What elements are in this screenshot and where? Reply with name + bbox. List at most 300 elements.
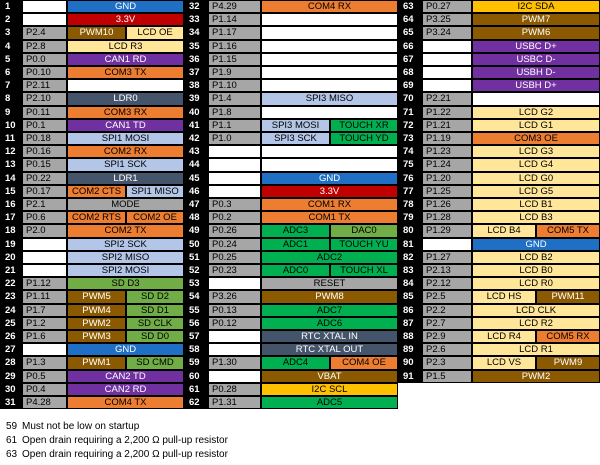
pin-number-76: 76 <box>398 172 422 185</box>
function-cell: COM4 RX <box>261 0 398 13</box>
port-cell: P1.12 <box>22 277 67 290</box>
pin-number-33: 33 <box>184 13 208 26</box>
function-cell: VBAT <box>261 370 398 383</box>
function-cell: ADC0 <box>261 264 330 277</box>
port-cell: P1.21 <box>422 119 472 132</box>
pin-number-27: 27 <box>0 343 22 356</box>
port-cell: P2.3 <box>422 356 472 369</box>
port-cell <box>422 79 472 92</box>
function-cell: PWM10 <box>67 26 126 39</box>
function-cell: I2C SCL <box>261 383 398 396</box>
note-text: Must not be low on startup <box>22 421 140 432</box>
port-cell: P0.22 <box>22 172 67 185</box>
pin-number-43: 43 <box>184 145 208 158</box>
pin-number-21: 21 <box>0 264 22 277</box>
port-cell <box>208 330 261 343</box>
port-cell: P0.17 <box>22 185 67 198</box>
note-pin-label: 63 <box>6 449 18 460</box>
function-cell: RTC XTAL IN <box>261 330 398 343</box>
pin-number-45: 45 <box>184 172 208 185</box>
port-cell: P0.4 <box>22 383 67 396</box>
port-cell: P1.1 <box>208 119 261 132</box>
pin-number-42: 42 <box>184 132 208 145</box>
port-cell: P0.24 <box>208 238 261 251</box>
pin-number-56: 56 <box>184 317 208 330</box>
pin-number-50: 50 <box>184 238 208 251</box>
function-cell: ADC1 <box>261 238 330 251</box>
function-cell <box>261 26 398 39</box>
port-cell: P1.30 <box>208 356 261 369</box>
function-cell: COM3 OE <box>472 132 600 145</box>
port-cell: P2.4 <box>22 26 67 39</box>
pin-number-44: 44 <box>184 158 208 171</box>
function-cell: SPI2 SCK <box>67 238 184 251</box>
port-cell: P1.7 <box>22 304 67 317</box>
pin-number-86: 86 <box>398 304 422 317</box>
function-cell <box>261 79 398 92</box>
pin-number-16: 16 <box>0 198 22 211</box>
function-cell: USBC D+ <box>472 40 600 53</box>
port-cell <box>22 251 67 264</box>
pin-number-65: 65 <box>398 26 422 39</box>
port-cell: P1.2 <box>22 317 67 330</box>
port-cell: P2.7 <box>422 317 472 330</box>
function-cell: SD D0 <box>126 330 184 343</box>
function-cell: SPI2 MISO <box>67 251 184 264</box>
pin-number-32: 32 <box>184 0 208 13</box>
function-cell: LDR1 <box>67 172 184 185</box>
pin-number-26: 26 <box>0 330 22 343</box>
pin-number-5: 5 <box>0 53 22 66</box>
port-cell: P2.0 <box>22 224 67 237</box>
pin-number-64: 64 <box>398 13 422 26</box>
port-cell: P0.10 <box>22 66 67 79</box>
port-cell: P0.2 <box>208 211 261 224</box>
function-cell: PWM7 <box>472 13 600 26</box>
port-cell: P1.26 <box>422 198 472 211</box>
port-cell: P0.25 <box>208 251 261 264</box>
port-cell: P1.4 <box>208 92 261 105</box>
function-cell: SPI3 MISO <box>261 92 398 105</box>
port-cell: P0.16 <box>22 145 67 158</box>
function-cell: CAN1 TD <box>67 119 184 132</box>
port-cell: P0.28 <box>208 383 261 396</box>
function-cell: TOUCH XR <box>330 119 398 132</box>
pin-number-41: 41 <box>184 119 208 132</box>
pin-number-62: 62 <box>184 396 208 409</box>
function-cell: PWM9 <box>536 356 600 369</box>
function-cell: I2C SDA <box>472 0 600 13</box>
function-cell: LCD B1 <box>472 198 600 211</box>
port-cell: P2.1 <box>22 198 67 211</box>
port-cell: P2.5 <box>422 290 472 303</box>
pin-number-54: 54 <box>184 290 208 303</box>
pin-number-23: 23 <box>0 290 22 303</box>
pin-number-38: 38 <box>184 79 208 92</box>
function-cell: ADC6 <box>261 317 398 330</box>
function-cell: RESET <box>261 277 398 290</box>
function-cell: LCD B2 <box>472 251 600 264</box>
port-cell: P1.14 <box>208 13 261 26</box>
port-cell: P1.9 <box>208 66 261 79</box>
function-cell: PWM6 <box>472 26 600 39</box>
function-cell: PWM3 <box>67 330 126 343</box>
note-text: Open drain requiring a 2,200 Ω pull-up resistor <box>22 435 228 446</box>
port-cell: P2.11 <box>22 79 67 92</box>
port-cell: P1.17 <box>208 26 261 39</box>
pin-number-82: 82 <box>398 251 422 264</box>
function-cell: USBH D+ <box>472 79 600 92</box>
function-cell: COM3 RX <box>67 106 184 119</box>
function-cell: ADC4 <box>261 356 330 369</box>
pin-number-35: 35 <box>184 40 208 53</box>
pin-number-80: 80 <box>398 224 422 237</box>
function-cell: ADC5 <box>261 396 398 409</box>
port-cell: P1.11 <box>22 290 67 303</box>
port-cell: P1.20 <box>422 172 472 185</box>
port-cell: P1.10 <box>208 79 261 92</box>
pin-number-22: 22 <box>0 277 22 290</box>
function-cell <box>261 13 398 26</box>
pin-number-57: 57 <box>184 330 208 343</box>
function-cell: COM1 RX <box>261 198 398 211</box>
function-cell: 3.3V <box>261 185 398 198</box>
pin-number-10: 10 <box>0 119 22 132</box>
pin-number-89: 89 <box>398 343 422 356</box>
port-cell: P1.25 <box>422 185 472 198</box>
function-cell: SPI1 MOSI <box>67 132 184 145</box>
function-cell: LCD R4 <box>472 330 536 343</box>
pin-number-51: 51 <box>184 251 208 264</box>
function-cell <box>261 66 398 79</box>
function-cell: GND <box>261 172 398 185</box>
port-cell: P3.26 <box>208 290 261 303</box>
pin-number-63: 63 <box>398 0 422 13</box>
port-cell: P0.26 <box>208 224 261 237</box>
function-cell: PWM8 <box>261 290 398 303</box>
note-text: Open drain requiring a 2,200 Ω pull-up resistor <box>22 449 228 460</box>
pin-number-67: 67 <box>398 53 422 66</box>
pin-number-74: 74 <box>398 145 422 158</box>
port-cell <box>422 53 472 66</box>
function-cell: SPI2 MOSI <box>67 264 184 277</box>
function-cell: COM2 RTS <box>67 211 126 224</box>
port-cell: P1.15 <box>208 53 261 66</box>
pin-number-39: 39 <box>184 92 208 105</box>
pin-number-18: 18 <box>0 224 22 237</box>
port-cell <box>22 13 67 26</box>
function-cell: GND <box>67 343 184 356</box>
pin-number-53: 53 <box>184 277 208 290</box>
function-cell <box>261 145 398 158</box>
pin-number-77: 77 <box>398 185 422 198</box>
pin-number-72: 72 <box>398 119 422 132</box>
function-cell: LCD G4 <box>472 158 600 171</box>
pin-number-61: 61 <box>184 383 208 396</box>
function-cell: COM2 TX <box>67 224 184 237</box>
port-cell: P0.0 <box>22 53 67 66</box>
pin-number-19: 19 <box>0 238 22 251</box>
function-cell: LCD B0 <box>472 264 600 277</box>
function-cell: LCD R0 <box>472 277 600 290</box>
function-cell: SD CLK <box>126 317 184 330</box>
function-cell <box>67 79 184 92</box>
function-cell: MODE <box>67 198 184 211</box>
function-cell: LCD G2 <box>472 106 600 119</box>
function-cell: SPI3 MOSI <box>261 119 330 132</box>
pin-number-6: 6 <box>0 66 22 79</box>
pin-number-55: 55 <box>184 304 208 317</box>
function-cell: LCD B4 <box>472 224 536 237</box>
pin-number-15: 15 <box>0 185 22 198</box>
port-cell <box>208 145 261 158</box>
port-cell: P2.21 <box>422 92 472 105</box>
port-cell <box>22 238 67 251</box>
pin-number-37: 37 <box>184 66 208 79</box>
port-cell: P1.19 <box>422 132 472 145</box>
function-cell: RTC XTAL OUT <box>261 343 398 356</box>
port-cell: P1.16 <box>208 40 261 53</box>
port-cell: P2.8 <box>22 40 67 53</box>
pin-number-2: 2 <box>0 13 22 26</box>
function-cell: DAC0 <box>330 224 398 237</box>
port-cell <box>422 40 472 53</box>
port-cell: P1.29 <box>422 224 472 237</box>
port-cell: P2.2 <box>422 304 472 317</box>
function-cell: PWM2 <box>67 317 126 330</box>
note-pin-label: 61 <box>6 435 18 446</box>
pin-number-75: 75 <box>398 158 422 171</box>
pin-number-79: 79 <box>398 211 422 224</box>
function-cell: SD D1 <box>126 304 184 317</box>
pin-number-78: 78 <box>398 198 422 211</box>
function-cell: LCD G0 <box>472 172 600 185</box>
function-cell: COM2 RX <box>67 145 184 158</box>
function-cell: PWM5 <box>67 290 126 303</box>
function-cell: COM3 TX <box>67 66 184 79</box>
port-cell: P1.0 <box>208 132 261 145</box>
function-cell: ADC2 <box>261 251 398 264</box>
function-cell <box>261 106 398 119</box>
port-cell <box>22 343 67 356</box>
pin-number-1: 1 <box>0 0 22 13</box>
function-cell: LCD G5 <box>472 185 600 198</box>
port-cell <box>208 172 261 185</box>
port-cell: P1.8 <box>208 106 261 119</box>
function-cell: COM5 RX <box>536 330 600 343</box>
port-cell: P0.27 <box>422 0 472 13</box>
pin-number-58: 58 <box>184 343 208 356</box>
port-cell: P0.11 <box>22 106 67 119</box>
function-cell: COM1 TX <box>261 211 398 224</box>
function-cell: PWM4 <box>67 304 126 317</box>
pin-number-71: 71 <box>398 106 422 119</box>
port-cell: P1.23 <box>422 145 472 158</box>
function-cell: LCD R1 <box>472 343 600 356</box>
pin-number-40: 40 <box>184 106 208 119</box>
pin-number-69: 69 <box>398 79 422 92</box>
pin-number-34: 34 <box>184 26 208 39</box>
function-cell: GND <box>67 0 184 13</box>
pin-number-68: 68 <box>398 66 422 79</box>
pin-number-7: 7 <box>0 79 22 92</box>
port-cell: P4.28 <box>22 396 67 409</box>
port-cell: P2.13 <box>422 264 472 277</box>
pin-number-29: 29 <box>0 370 22 383</box>
function-cell: TOUCH YD <box>330 132 398 145</box>
function-cell: ADC3 <box>261 224 330 237</box>
pin-number-49: 49 <box>184 224 208 237</box>
pin-number-91: 91 <box>398 370 422 383</box>
pin-number-87: 87 <box>398 317 422 330</box>
pin-number-14: 14 <box>0 172 22 185</box>
function-cell: ADC7 <box>261 304 398 317</box>
function-cell: LCD VS <box>472 356 536 369</box>
function-cell: SPI1 MISO <box>126 185 184 198</box>
function-cell <box>472 92 600 105</box>
port-cell: P1.22 <box>422 106 472 119</box>
pin-number-70: 70 <box>398 92 422 105</box>
function-cell: LCD R2 <box>472 317 600 330</box>
pin-number-85: 85 <box>398 290 422 303</box>
port-cell <box>22 0 67 13</box>
function-cell: PWM1 <box>67 356 126 369</box>
port-cell: P3.24 <box>422 26 472 39</box>
pin-number-12: 12 <box>0 145 22 158</box>
function-cell: USBH D- <box>472 66 600 79</box>
port-cell <box>208 158 261 171</box>
function-cell: PWM11 <box>536 290 600 303</box>
function-cell: CAN2 RD <box>67 383 184 396</box>
port-cell: P1.6 <box>22 330 67 343</box>
function-cell: SPI1 SCK <box>67 158 184 171</box>
pin-number-9: 9 <box>0 106 22 119</box>
function-cell: LCD HS <box>472 290 536 303</box>
port-cell: P2.10 <box>22 92 67 105</box>
port-cell: P0.12 <box>208 317 261 330</box>
port-cell: P0.23 <box>208 264 261 277</box>
function-cell <box>261 40 398 53</box>
port-cell: P1.3 <box>22 356 67 369</box>
pin-number-30: 30 <box>0 383 22 396</box>
pin-number-11: 11 <box>0 132 22 145</box>
pin-number-28: 28 <box>0 356 22 369</box>
function-cell: COM4 OE <box>330 356 398 369</box>
function-cell: SD D2 <box>126 290 184 303</box>
function-cell: COM2 OE <box>126 211 184 224</box>
pin-number-13: 13 <box>0 158 22 171</box>
pin-number-73: 73 <box>398 132 422 145</box>
port-cell: P1.24 <box>422 158 472 171</box>
pin-number-84: 84 <box>398 277 422 290</box>
port-cell: P0.13 <box>208 304 261 317</box>
pin-number-48: 48 <box>184 211 208 224</box>
note-row <box>0 420 600 434</box>
function-cell: COM5 TX <box>536 224 600 237</box>
pin-number-3: 3 <box>0 26 22 39</box>
function-cell <box>261 53 398 66</box>
port-cell: P0.1 <box>22 119 67 132</box>
function-cell <box>261 158 398 171</box>
note-pin-label: 59 <box>6 421 18 432</box>
notes-section <box>0 420 600 462</box>
function-cell: LCD CLK <box>472 304 600 317</box>
port-cell: P0.5 <box>22 370 67 383</box>
port-cell <box>22 264 67 277</box>
pin-number-81: 81 <box>398 238 422 251</box>
pin-number-24: 24 <box>0 304 22 317</box>
port-cell: P1.28 <box>422 211 472 224</box>
pin-number-17: 17 <box>0 211 22 224</box>
function-cell: LCD G3 <box>472 145 600 158</box>
function-cell: CAN1 RD <box>67 53 184 66</box>
function-cell: LCD OE <box>126 26 184 39</box>
port-cell <box>208 343 261 356</box>
function-cell: SD D3 <box>67 277 184 290</box>
pin-number-31: 31 <box>0 396 22 409</box>
port-cell <box>208 277 261 290</box>
port-cell: P0.3 <box>208 198 261 211</box>
function-cell: PWM2 <box>472 370 600 383</box>
port-cell <box>208 370 261 383</box>
port-cell: P1.5 <box>422 370 472 383</box>
pin-number-88: 88 <box>398 330 422 343</box>
port-cell: P0.15 <box>22 158 67 171</box>
port-cell: P0.6 <box>22 211 67 224</box>
function-cell: TOUCH XL <box>330 264 398 277</box>
pin-number-4: 4 <box>0 40 22 53</box>
function-cell: TOUCH YU <box>330 238 398 251</box>
pin-number-90: 90 <box>398 356 422 369</box>
function-cell: GND <box>472 238 600 251</box>
function-cell: SPI3 SCK <box>261 132 330 145</box>
note-row <box>0 434 600 448</box>
pin-number-46: 46 <box>184 185 208 198</box>
pin-number-20: 20 <box>0 251 22 264</box>
port-cell: P1.31 <box>208 396 261 409</box>
function-cell: 3.3V <box>67 13 184 26</box>
pin-number-83: 83 <box>398 264 422 277</box>
function-cell: COM4 TX <box>67 396 184 409</box>
port-cell <box>422 238 472 251</box>
function-cell: LCD G1 <box>472 119 600 132</box>
pin-number-36: 36 <box>184 53 208 66</box>
pin-number-66: 66 <box>398 40 422 53</box>
note-row <box>0 448 600 462</box>
pin-number-52: 52 <box>184 264 208 277</box>
port-cell <box>208 185 261 198</box>
port-cell <box>422 66 472 79</box>
port-cell: P3.25 <box>422 13 472 26</box>
function-cell: LCD B3 <box>472 211 600 224</box>
function-cell: LCD R3 <box>67 40 184 53</box>
function-cell: SD CMD <box>126 356 184 369</box>
pin-number-47: 47 <box>184 198 208 211</box>
port-cell: P4.29 <box>208 0 261 13</box>
function-cell: COM2 CTS <box>67 185 126 198</box>
pin-number-25: 25 <box>0 317 22 330</box>
function-cell: CAN2 TD <box>67 370 184 383</box>
pin-number-60: 60 <box>184 370 208 383</box>
port-cell: P2.12 <box>422 277 472 290</box>
port-cell: P0.18 <box>22 132 67 145</box>
pin-number-8: 8 <box>0 92 22 105</box>
port-cell: P2.6 <box>422 343 472 356</box>
pin-number-59: 59 <box>184 356 208 369</box>
function-cell: USBC D- <box>472 53 600 66</box>
port-cell: P1.27 <box>422 251 472 264</box>
port-cell: P2.9 <box>422 330 472 343</box>
